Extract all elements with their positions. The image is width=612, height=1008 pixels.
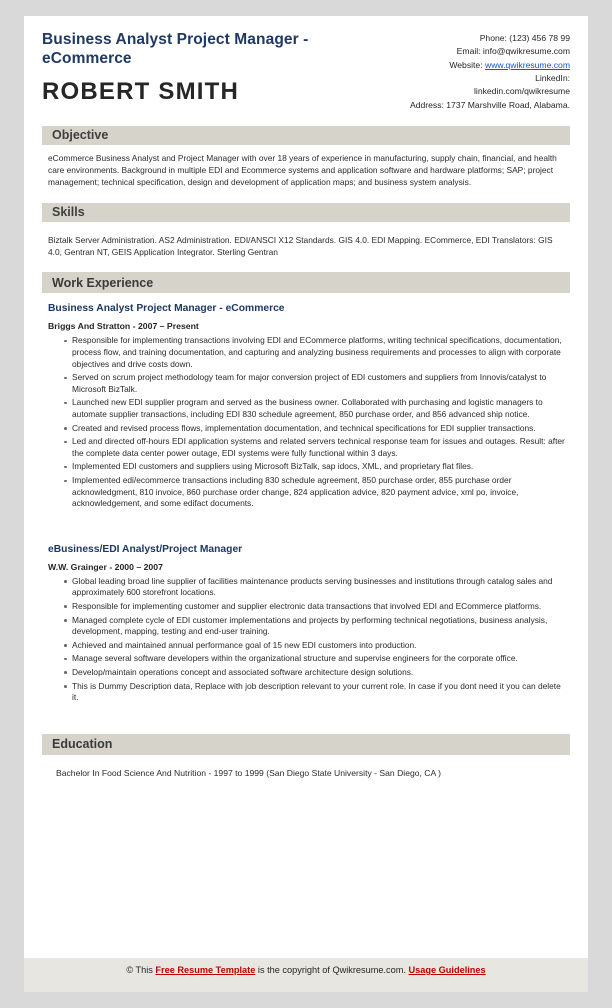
experience-dates: - 2007 – Present (132, 321, 199, 332)
list-item: Implemented edi/ecommerce transactions including 830 schedule agreement, 850 purchase order, 855 purchase order acknowledgment, 810 invoice, 860 purchase order change, 824 application advice, 820 payment advice, xml po, invoice, acknowledgement, and some edifact documents. (64, 475, 566, 510)
candidate-name: ROBERT SMITH (42, 77, 240, 105)
list-item: Managed complete cycle of EDI customer implementations and projects by performing technical negotiations, business analysis, development, mapping, testing and end-user training. (64, 615, 566, 638)
education-text: Bachelor In Food Science And Nutrition - 1997 to 1999 (San Diego State University - San Diego, CA ) (56, 767, 442, 778)
section-title-objective: Objective (52, 128, 109, 143)
experience-bullets (42, 335, 570, 509)
experience-role: Business Analyst Project Manager - eCommerce (48, 303, 285, 315)
experience-entry (42, 303, 570, 509)
contact-website (387, 59, 570, 72)
footer-copyright-prefix: © This (126, 965, 156, 975)
experience-company (48, 562, 570, 572)
experience-company-name: Briggs And Stratton (48, 321, 131, 332)
list-item: Global leading broad line supplier of facilities maintenance products serving businesses and institutions through catalog sales and approximately 600 storefront locations. (64, 576, 566, 599)
section-header-education (42, 734, 570, 755)
experience-spacer (42, 512, 570, 534)
page-footer (24, 958, 588, 992)
experience-company (48, 321, 570, 331)
experience-company-name: W.W. Grainger (48, 561, 107, 572)
experience-bullets (42, 576, 570, 704)
section-header-work-experience (42, 272, 570, 293)
experience-dates: - 2000 – 2007 (109, 561, 163, 572)
list-item: Launched new EDI supplier program and served as the business owner. Collaborated with purchasing and logistic managers to automate supplier transactions, including EDI 830 schedule agreement, 850 purchase order, and 856 advanced ship notice. (64, 397, 566, 420)
contact-address: Address: 1737 Marshville Road, Alabama. (409, 99, 570, 110)
list-item: Implemented EDI customers and suppliers using Microsoft BizTalk, sap idocs, XML, and proprietary flat files. (64, 461, 566, 473)
contact-phone: Phone: (123) 456 78 99 (479, 33, 570, 43)
list-item: Created and revised process flows, implementation documentation, and technical specifications for EDI supplier transactions. (64, 423, 566, 435)
objective-text: eCommerce Business Analyst and Project Manager with over 18 years of experience in manufacturing, supply chain, financial, and health care environments. Background in multiple EDI and Ecommerce systems and application software and hardware platforms; SAP; project management; technical specification, design and development of application maps; and business system analysis. (48, 152, 557, 187)
section-header-skills (42, 203, 570, 222)
section-title-work-experience: Work Experience (52, 275, 154, 290)
section-header-objective (42, 126, 570, 145)
list-item: Responsible for implementing transactions involving EDI and ECommerce platforms, writing technical specifications, documentation, process flow, and training documentation, and capturing and analyzing business requirements and processes to align with corporate objectives and drive costs down. (64, 335, 566, 370)
resume-sheet (24, 16, 588, 958)
skills-text: Biztalk Server Administration. AS2 Administration. EDI/ANSCI X12 Standards. GIS 4.0. EDI Mapping. ECommerce, EDI Translators: GIS 4.0, Gentran NT, GEIS Application Integrator. Sterling Gentran (48, 234, 553, 257)
experience-role: eBusiness/EDI Analyst/Project Manager (48, 543, 243, 555)
section-title-skills: Skills (52, 205, 85, 220)
resume-header (42, 30, 570, 112)
list-item: Develop/maintain operations concept and associated software architecture design solutions. (64, 667, 566, 679)
list-item: Served on scrum project methodology team for major conversion project of EDI customers and suppliers from Innovis/catalyst to Microsoft BizTalk. (64, 372, 566, 395)
footer-middle-text: is the copyright of Qwikresume.com. (255, 965, 409, 975)
contact-website-link[interactable]: www.qwikresume.com (484, 59, 570, 70)
contact-block (387, 30, 570, 112)
list-item: Responsible for implementing customer and supplier electronic data transactions that involved EDI and ECommerce platforms. (64, 601, 566, 613)
contact-linkedin-label: LinkedIn: (535, 72, 570, 83)
contact-website-label: Website: (449, 59, 485, 70)
section-title-education: Education (52, 737, 113, 752)
header-left (42, 30, 387, 105)
contact-email: Email: info@qwikresume.com (456, 46, 570, 57)
list-item: Manage several software developers within the organizational structure and supervise engineers for the corporate office. (64, 653, 566, 665)
list-item: Achieved and maintained annual performance goal of 15 new EDI customers into production. (64, 640, 566, 652)
footer-template-link[interactable]: Free Resume Template (155, 965, 256, 975)
list-item: This is Dummy Description data, Replace with job description relevant to your current role. In case if you dont need it you can delete it. (64, 681, 566, 704)
contact-linkedin-value: linkedin.com/qwikresume (474, 86, 570, 97)
list-item: Led and directed off-hours EDI application systems and related servers technical response team for issues and outages. Result: after the complete data center power outage, EDI systems were fully functional within 3 days. (64, 436, 566, 459)
experience-entry (42, 544, 570, 704)
footer-usage-guidelines-link[interactable]: Usage Guidelines (408, 965, 486, 975)
page-title: Business Analyst Project Manager - eCommerce (42, 31, 309, 68)
